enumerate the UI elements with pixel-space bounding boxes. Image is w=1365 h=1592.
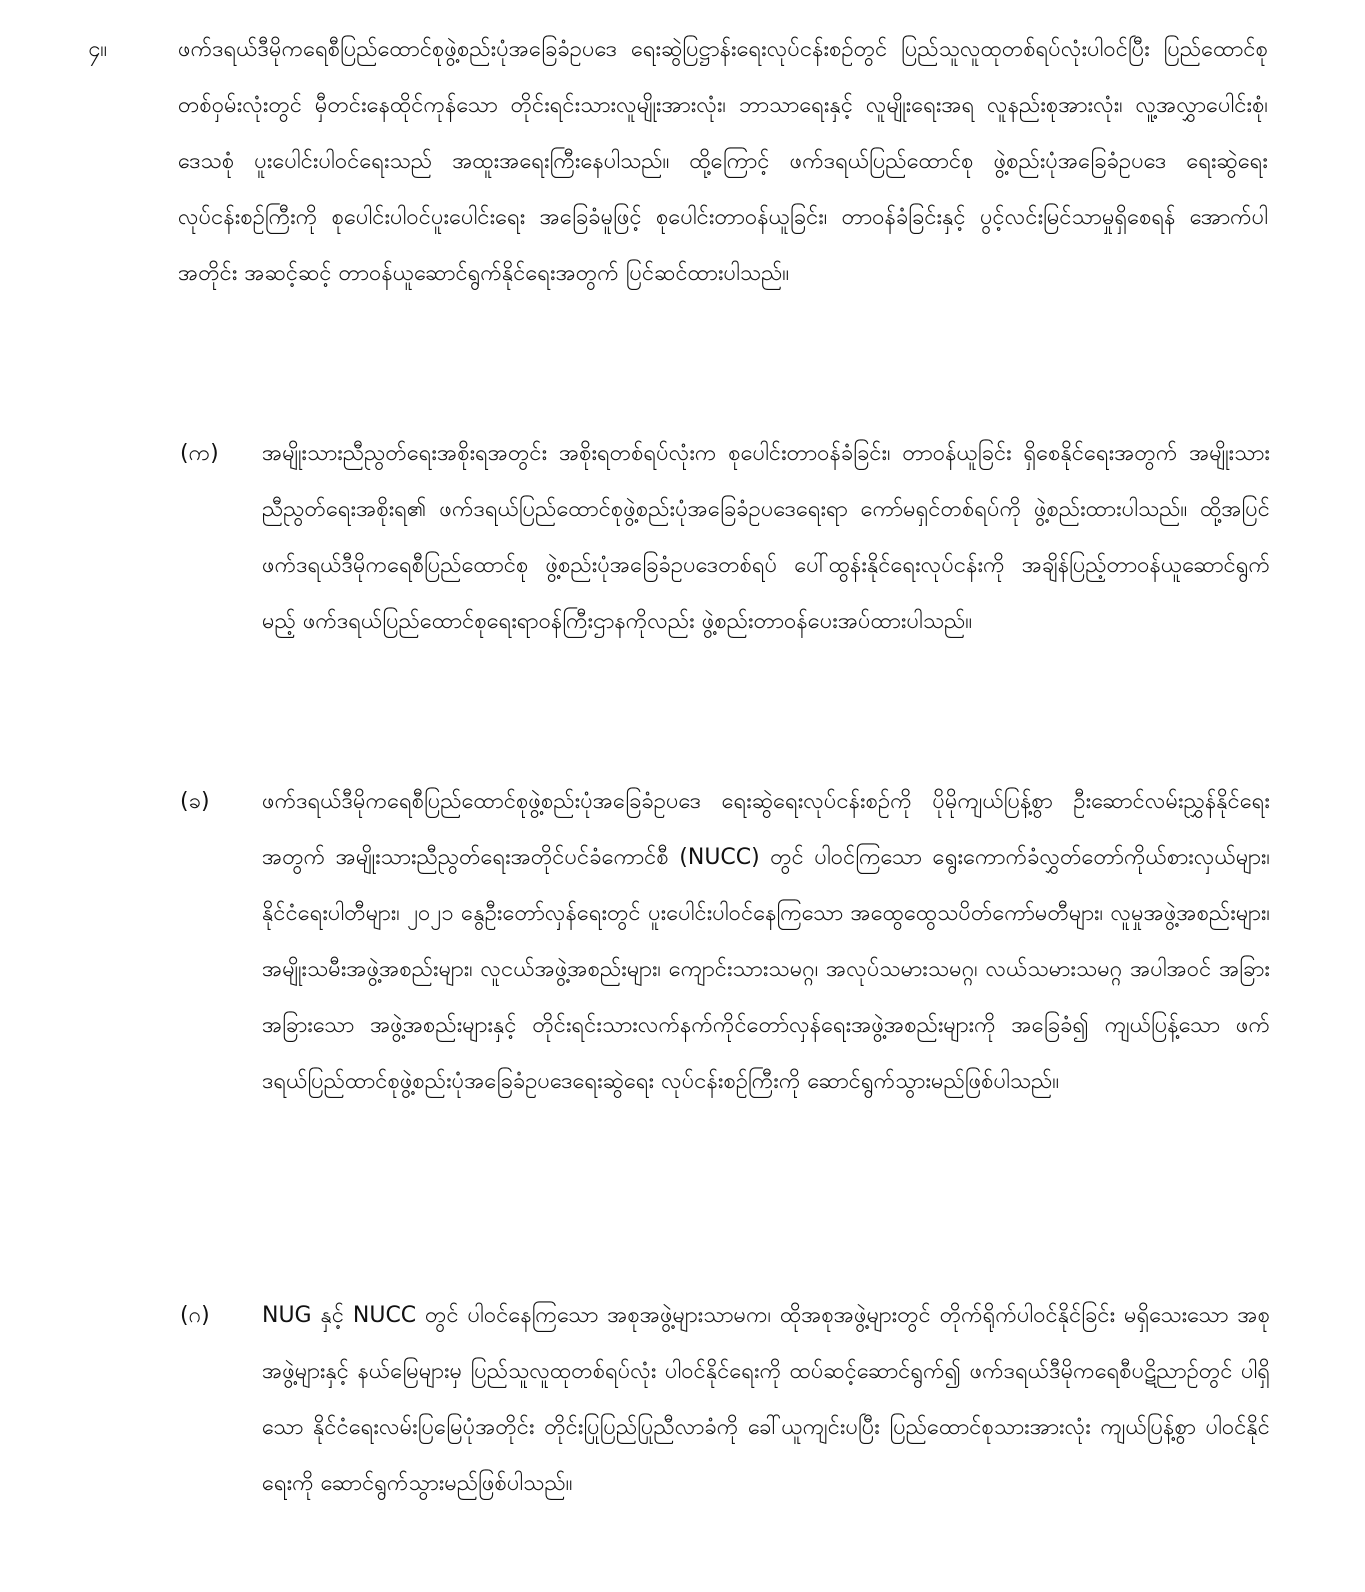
list-item-label: (ခ) (180, 789, 210, 814)
list-item-label: (က) (180, 441, 219, 466)
list-item-text: NUG နှင့် NUCC တွင် ပါဝင်နေကြသော အစုအဖွဲ့များသာမက၊ ထိုအစုအဖွဲ့များတွင် တိုက်ရိုက်ပါဝင်နိုင်ခြင်း မရှိသေးသော အစုအဖွဲ့များနှင့် နယ်မြေများမှ ပြည်သူလူထုတစ်ရပ်လုံး ပါဝင်နိုင်ရေးကို ထပ်ဆင့်ဆောင်ရွက်၍ ဖက်ဒရယ်ဒီမိုကရေစီပဋိညာဉ်တွင် ပါရှိသော နိုင်ငံရေးလမ်းပြမြေပုံအတိုင်း တိုင်းပြုပြည်ပြုညီလာခံကို ခေါ်ယူကျင်းပပြီး ပြည်ထောင်စုသားအားလုံး ကျယ်ပြန့်စွာ ပါဝင်နိုင်ရေးကို ဆောင်ရွက်သွားမည်ဖြစ်ပါသည်။ (262, 1303, 1270, 1496)
list-item-text: ဖက်ဒရယ်ဒီမိုကရေစီပြည်ထောင်စုဖွဲ့စည်းပုံအခြေခံဥပဒေ ရေးဆွဲရေးလုပ်ငန်းစဉ်ကို ပိုမိုကျယ်ပြန့်စွာ ဦးဆောင်လမ်းညွှန်နိုင်ရေးအတွက် အမျိုးသားညီညွတ်ရေးအတိုင်ပင်ခံကောင်စီ (NUCC) တွင် ပါဝင်ကြသော ရွေးကောက်ခံလွှတ်တော်ကိုယ်စားလှယ်များ၊ နိုင်ငံရေးပါတီများ၊ ၂၀၂၁ နွေဦးတော်လှန်ရေးတွင် ပူးပေါင်းပါဝင်နေကြသော အထွေထွေသပိတ်ကော်မတီများ၊ လူမှုအဖွဲ့အစည်းများ၊ အမျိုးသမီးအဖွဲ့အစည်းများ၊ လူငယ်အဖွဲ့အစည်းများ၊ ကျောင်းသားသမဂ္ဂ၊ အလုပ်သမားသမဂ္ဂ၊ လယ်သမားသမဂ္ဂ အပါအဝင် အခြားအခြားသော အဖွဲ့အစည်းများနှင့် တိုင်းရင်းသားလက်နက်ကိုင်တော်လှန်ရေးအဖွဲ့အစည်းများကို အခြေခံ၍ ကျယ်ပြန့်သော ဖက်ဒရယ်ပြည်ထာင်စုဖွဲ့စည်းပုံအခြေခံဥပဒေရေးဆွဲရေး လုပ်ငန်းစဉ်ကြီးကို ဆောင်ရွက်သွားမည်ဖြစ်ပါသည်။ (262, 789, 1270, 1094)
section-number: ၄။ (88, 37, 108, 62)
list-item-text: အမျိုးသားညီညွတ်ရေးအစိုးရအတွင်း အစိုးရတစ်ရပ်လုံးက စုပေါင်းတာဝန်ခံခြင်း၊ တာဝန်ယူခြင်း ရှိစေနိုင်ရေးအတွက် အမျိုးသားညီညွတ်ရေးအစိုးရ၏ ဖက်ဒရယ်ပြည်ထောင်စုဖွဲ့စည်းပုံအခြေခံဥပဒေရေးရာ ကော်မရှင်တစ်ရပ်ကို ဖွဲ့စည်းထားပါသည်။ ထို့အပြင် ဖက်ဒရယ်ဒီမိုကရေစီပြည်ထောင်စု ဖွဲ့စည်းပုံအခြေခံဥပဒေတစ်ရပ် ပေါ်ထွန်းနိုင်ရေးလုပ်ငန်းကို အချိန်ပြည့်တာဝန်ယူဆောင်ရွက်မည့် ဖက်ဒရယ်ပြည်ထောင်စုရေးရာဝန်ကြီးဌာနကိုလည်း ဖွဲ့စည်းတာဝန်ပေးအပ်ထားပါသည်။ (262, 441, 1270, 634)
section-paragraph: ဖက်ဒရယ်ဒီမိုကရေစီပြည်ထောင်စုဖွဲ့စည်းပုံအခြေခံဥပဒေ ရေးဆွဲပြဋ္ဌာန်းရေးလုပ်ငန်းစဉ်တွင် ပြည်သူလူထုတစ်ရပ်လုံးပါဝင်ပြီး ပြည်ထောင်စုတစ်ဝှမ်းလုံးတွင် မှီတင်းနေထိုင်ကုန်သော တိုင်းရင်းသားလူမျိုးအားလုံး၊ ဘာသာရေးနှင့် လူမျိုးရေးအရ လူနည်းစုအားလုံး၊ လူ့အလွှာပေါင်းစုံ၊ ဒေသစုံ ပူးပေါင်းပါဝင်ရေးသည် အထူးအရေးကြီးနေပါသည်။ ထို့ကြောင့် ဖက်ဒရယ်ပြည်ထောင်စု ဖွဲ့စည်းပုံအခြေခံဥပဒေ ရေးဆွဲရေးလုပ်ငန်းစဉ်ကြီးကို စုပေါင်းပါဝင်ပူးပေါင်းရေး အခြေခံမူဖြင့် စုပေါင်းတာဝန်ယူခြင်း၊ တာဝန်ခံခြင်းနှင့် ပွင့်လင်းမြင်သာမှုရှိစေရန် အောက်ပါအတိုင်း အဆင့်ဆင့် တာဝန်ယူဆောင်ရွက်နိုင်ရေးအတွက် ပြင်ဆင်ထားပါသည်။ (178, 37, 1268, 286)
list-item-label: (ဂ) (180, 1303, 210, 1328)
